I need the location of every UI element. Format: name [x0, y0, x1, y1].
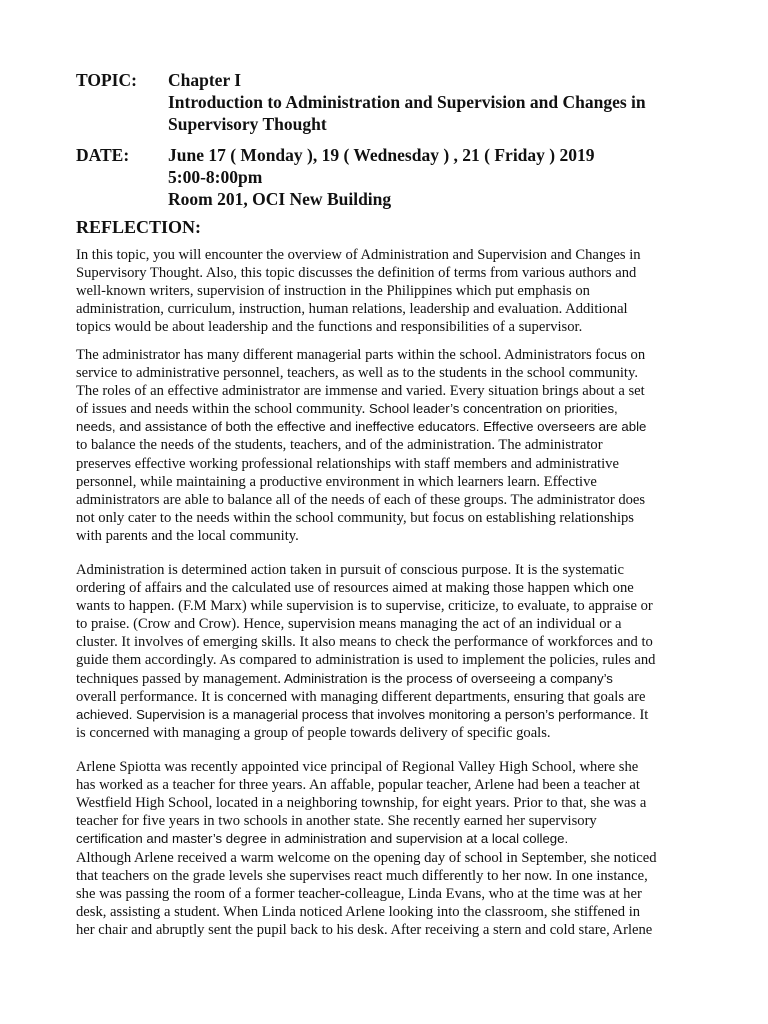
- paragraph-line: ordering of affairs and the calculated use of resources aimed at making those happen which one: [76, 580, 634, 597]
- paragraph-line: guide them accordingly. As compared to administration is used to implement the policies, rules and: [76, 652, 656, 669]
- paragraph-arlene-welcome: [76, 849, 696, 939]
- topic-chapter: Chapter I: [168, 70, 242, 90]
- paragraph-line: service to administrative personnel, teachers, as well as to the students in the school community.: [76, 365, 638, 382]
- date-days: June 17 ( Monday ), 19 ( Wednesday ) , 21 ( Friday ) 2019: [168, 145, 595, 165]
- topic-label: TOPIC:: [76, 70, 137, 90]
- date-room: Room 201, OCI New Building: [168, 189, 392, 209]
- paragraph-line: personnel, while maintaining a productive environment in which learners learn. Effective: [76, 473, 597, 490]
- paragraph-fragment-alt-font: School leader’s concentration on priorities,: [365, 401, 618, 417]
- paragraph-line: her chair and abruptly sent the pupil back to his desk. After receiving a stern and cold stare, Arlene: [76, 922, 653, 939]
- paragraph-line: overall performance. It is concerned with managing different departments, ensuring that goals are: [76, 688, 646, 705]
- paragraph-line: [76, 400, 696, 418]
- paragraph-fragment: of issues and needs within the school community.: [76, 401, 366, 418]
- paragraph-line: has worked as a teacher for three years. An affable, popular teacher, Arlene had been a teacher at: [76, 777, 640, 794]
- paragraph-line-alt-font: certification and master’s degree in administration and supervision at a local college.: [76, 831, 569, 847]
- paragraph-line: [76, 670, 696, 688]
- paragraph-line: wants to happen. (F.M Marx) while supervision is to supervise, criticize, to evaluate, to appraise or: [76, 598, 653, 615]
- paragraph-line: not only cater to the needs within the school community, but focus on establishing relationships: [76, 509, 634, 526]
- topic-title-line-1: Introduction to Administration and Supervision and Changes in: [168, 92, 646, 112]
- paragraph-line: Supervisory Thought. Also, this topic discusses the definition of terms from various authors and: [76, 265, 637, 282]
- paragraph-line: administrators are able to balance all of the needs of each of these groups. The administrator does: [76, 491, 646, 508]
- paragraph-fragment-alt-font: Administration is the process of overseeing a company’s: [281, 670, 613, 686]
- paragraph-line: The roles of an effective administrator are immense and varied. Every situation brings about a set: [76, 383, 645, 400]
- paragraph-line: desk, assisting a student. When Linda noticed Arlene looking into the classroom, she stiffened in: [76, 904, 641, 921]
- date-values: [168, 144, 728, 210]
- paragraph-line: cluster. It involves of emerging skills. It also means to check the performance of workforces and to: [76, 634, 653, 651]
- paragraph-fragment-alt-font: Supervision is a managerial process that involves monitoring a person’s performance.: [132, 706, 636, 722]
- paragraph-line: preserves effective working professional relationships with staff members and administrative: [76, 455, 619, 472]
- paragraph-line: she was passing the room of a former teacher-colleague, Linda Evans, who at the time was at her: [76, 886, 642, 903]
- paragraph-arlene-intro: [76, 758, 696, 848]
- paragraph-line: administration, curriculum, instruction, human relations, leadership and evaluation. Additional: [76, 301, 628, 318]
- paragraph-line: to balance the needs of the students, teachers, and of the administration. The administrator: [76, 437, 603, 454]
- paragraph-line: topics would be about leadership and the functions and responsibilities of a supervisor.: [76, 319, 583, 336]
- paragraph-line-alt-font: needs, and assistance of both the effective and ineffective educators. Effective overseers are able: [76, 419, 647, 435]
- paragraph-line: well-known writers, supervision of instruction in the Philippines which put emphasis on: [76, 283, 590, 300]
- date-label: DATE:: [76, 145, 130, 165]
- paragraph-line: Administration is determined action taken in pursuit of conscious purpose. It is the systematic: [76, 562, 624, 578]
- paragraph-line: [76, 706, 696, 724]
- paragraph-intro: [76, 246, 696, 336]
- reflection-heading: REFLECTION:: [76, 217, 202, 237]
- paragraph-line: Although Arlene received a warm welcome on the opening day of school in September, she noticed: [76, 850, 657, 866]
- paragraph-fragment-alt-font: achieved.: [76, 706, 133, 722]
- paragraph-line: is concerned with managing a group of people towards delivery of specific goals.: [76, 724, 551, 741]
- paragraph-fragment: It: [635, 706, 649, 723]
- date-time: 5:00-8:00pm: [168, 167, 263, 187]
- paragraph-line: that teachers on the grade levels she supervises react much differently to her now. In one instance,: [76, 868, 648, 885]
- paragraph-administrator: [76, 346, 696, 545]
- topic-title-line-2: Supervisory Thought: [168, 114, 327, 134]
- paragraph-line: The administrator has many different managerial parts within the school. Administrators focus on: [76, 347, 646, 363]
- paragraph-line: In this topic, you will encounter the overview of Administration and Supervision and Changes in: [76, 247, 641, 263]
- paragraph-line: teacher for five years in two schools in another state. She recently earned her supervisory: [76, 813, 597, 830]
- paragraph-line: with parents and the local community.: [76, 527, 299, 544]
- topic-values: [168, 69, 728, 135]
- paragraph-line: Westfield High School, located in a neighboring township, for eight years. Prior to that, she was a: [76, 795, 647, 812]
- paragraph-fragment: techniques passed by management.: [76, 670, 282, 687]
- paragraph-definitions: [76, 561, 696, 742]
- paragraph-line: Arlene Spiotta was recently appointed vice principal of Regional Valley High School, where she: [76, 759, 639, 775]
- paragraph-line: to praise. (Crow and Crow). Hence, supervision means managing the act of an individual or a: [76, 616, 622, 633]
